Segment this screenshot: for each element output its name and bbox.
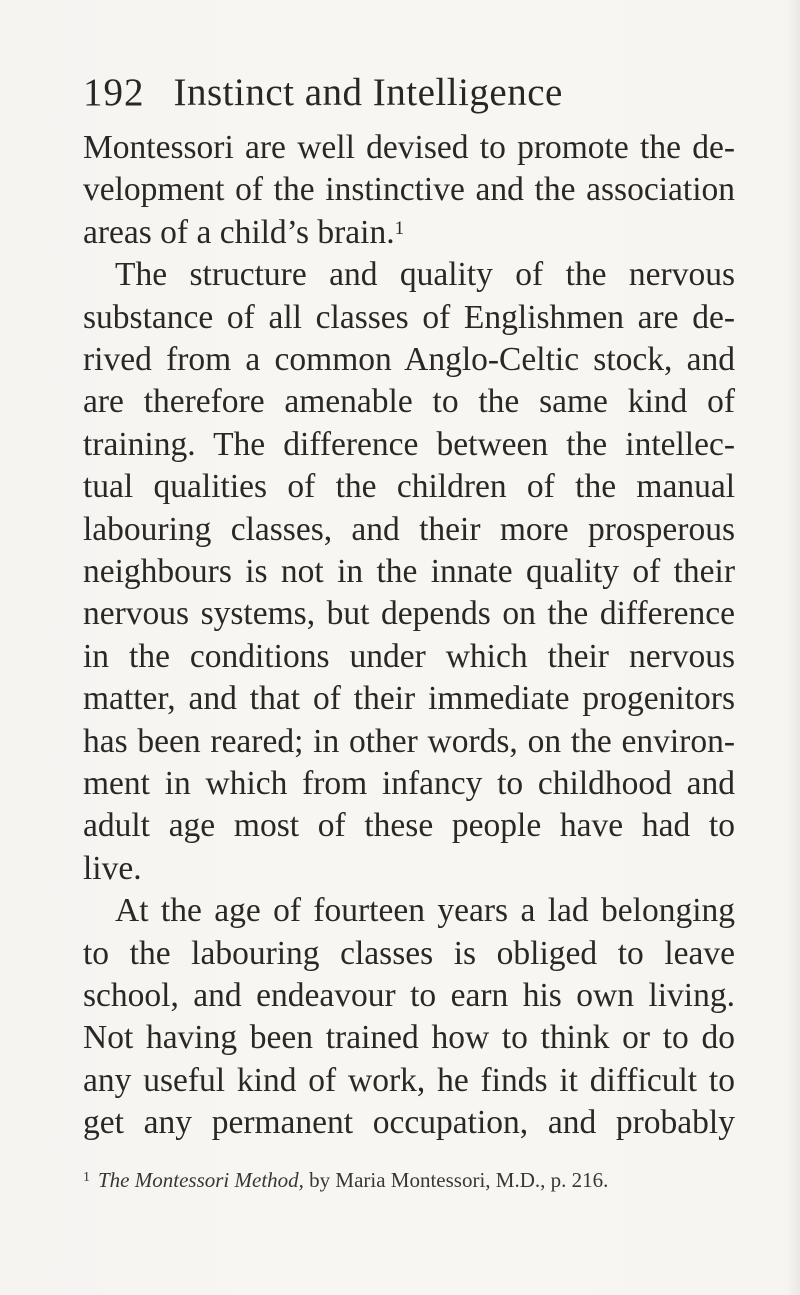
footnote-reference: 1 [394, 218, 405, 239]
body-line: are therefore amenable to the same kind of [83, 383, 735, 420]
body-line: to the labouring classes is obliged to leave [83, 935, 735, 972]
page-header [83, 70, 763, 130]
body-line: tual qualities of the children of the manual [83, 468, 735, 505]
body-line: labouring classes, and their more prosperous [83, 511, 735, 548]
body-line: school, and endeavour to earn his own living. [83, 977, 735, 1014]
body-line: matter, and that of their immediate progenitors [83, 680, 735, 717]
body-line: any useful kind of work, he finds it difficult to [83, 1062, 735, 1099]
body-line [83, 213, 404, 253]
running-title: Instinct and Intelligence [173, 71, 563, 114]
page-edge-shadow [786, 0, 800, 1295]
body-line: training. The difference between the intellec- [83, 426, 735, 463]
body-line: At the age of fourteen years a lad belonging [115, 892, 735, 929]
footnote-citation: by Maria Montessori, M.D., p. 216. [303, 1168, 609, 1192]
body-line: neighbours is not in the innate quality of their [83, 553, 735, 590]
body-line: Not having been trained how to think or to do [83, 1019, 735, 1056]
page-number: 192 [83, 71, 145, 114]
body-line: Montessori are well devised to promote the de- [83, 129, 735, 166]
body-line: adult age most of these people have had to [83, 807, 735, 844]
footnote-book-title: The Montessori Method, [98, 1168, 304, 1192]
body-line: live. [83, 850, 142, 887]
footnote-marker: 1 [83, 1170, 90, 1185]
body-line: velopment of the instinctive and the association [83, 171, 735, 208]
body-line: The structure and quality of the nervous [115, 256, 735, 293]
body-line: has been reared; in other words, on the environ- [83, 723, 735, 760]
footnote [83, 1166, 735, 1194]
body-line: rived from a common Anglo-Celtic stock, and [83, 341, 735, 378]
body-line-text: areas of a child’s brain. [83, 214, 395, 251]
body-line: get any permanent occupation, and probably [83, 1104, 735, 1141]
body-line: ment in which from infancy to childhood and [83, 765, 735, 802]
body-line: substance of all classes of Englishmen are de- [83, 299, 735, 336]
body-line: in the conditions under which their nervous [83, 638, 735, 675]
body-line: nervous systems, but depends on the difference [83, 595, 735, 632]
